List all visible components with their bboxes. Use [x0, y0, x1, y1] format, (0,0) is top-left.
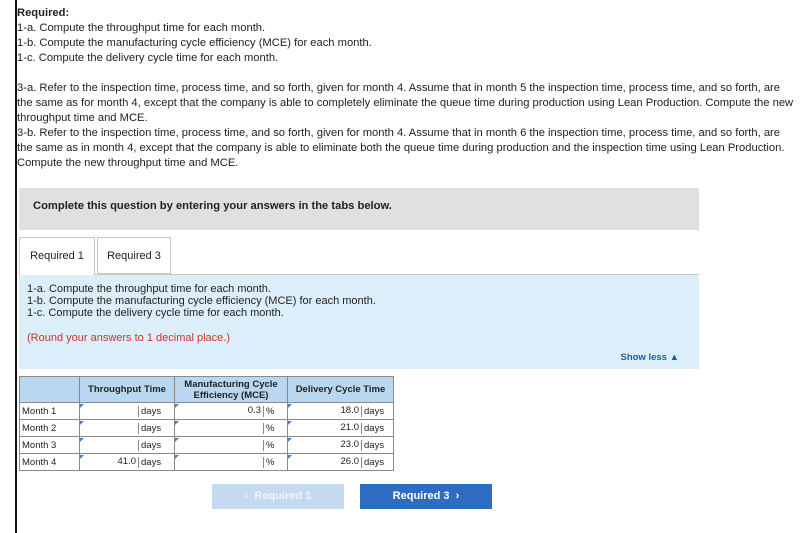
panel-instructions [27, 283, 376, 319]
throughput-unit: days [138, 440, 168, 451]
delivery-unit: days [361, 406, 387, 417]
mce-cell [175, 437, 288, 454]
round-note: (Round your answers to 1 decimal place.) [27, 332, 230, 344]
delivery-cell [288, 420, 394, 437]
throughput-cell [80, 454, 175, 471]
throughput-unit: days [138, 457, 168, 468]
header-mce: Manufacturing Cycle Efficiency (MCE) [175, 377, 288, 403]
delivery-unit: days [361, 457, 387, 468]
panel-line-1c: 1-c. Compute the delivery cycle time for each month. [27, 307, 284, 319]
mce-input[interactable]: 0.3 [175, 404, 263, 418]
chevron-right-icon: › [455, 490, 460, 502]
header-delivery: Delivery Cycle Time [288, 377, 394, 403]
delivery-cell [288, 437, 394, 454]
mce-cell [175, 454, 288, 471]
throughput-cell [80, 437, 175, 454]
mce-unit: % [263, 440, 281, 451]
mce-input[interactable] [175, 455, 263, 469]
mce-cell [175, 403, 288, 420]
throughput-input[interactable]: 41.0 [80, 455, 138, 469]
table-row [20, 403, 394, 420]
instruction-banner [19, 188, 699, 230]
mce-input[interactable] [175, 421, 263, 435]
throughput-unit: days [138, 423, 168, 434]
row-label: Month 2 [20, 420, 80, 437]
required-item-1b: 1-b. Compute the manufacturing cycle efficiency (MCE) for each month. [17, 37, 372, 49]
next-button-label: Required 3 [392, 490, 450, 502]
delivery-cell [288, 454, 394, 471]
mce-input[interactable] [175, 438, 263, 452]
tab-required-1[interactable]: Required 1 [19, 237, 95, 275]
panel-line-1a: 1-a. Compute the throughput time for each month. [27, 283, 271, 295]
answer-table [19, 376, 394, 471]
required-instructions [17, 6, 797, 171]
required-item-1c: 1-c. Compute the delivery cycle time for each month. [17, 52, 279, 64]
row-label: Month 3 [20, 437, 80, 454]
table-row [20, 420, 394, 437]
header-blank [20, 377, 80, 403]
prev-required-button[interactable] [212, 484, 344, 509]
panel-line-1b: 1-b. Compute the manufacturing cycle efficiency (MCE) for each month. [27, 295, 376, 307]
delivery-input[interactable]: 21.0 [288, 421, 361, 435]
required-item-3a: 3-a. Refer to the inspection time, process time, and so forth, given for month 4. Assume that in month 5 the inspection time, process time, and so forth, are the same as for month 4, except that the company is able to completely eliminate the queue time during production using Lean Production. Compute the new throughput time and MCE. [17, 82, 794, 124]
mce-unit: % [263, 457, 281, 468]
delivery-cell [288, 403, 394, 420]
mce-cell [175, 420, 288, 437]
delivery-input[interactable]: 18.0 [288, 404, 361, 418]
throughput-input[interactable] [80, 438, 138, 452]
row-label: Month 4 [20, 454, 80, 471]
tab-required-3[interactable]: Required 3 [97, 237, 171, 274]
mce-unit: % [263, 423, 281, 434]
next-required-button[interactable] [360, 484, 492, 509]
chevron-left-icon: ‹ [244, 490, 249, 502]
required-item-1a: 1-a. Compute the throughput time for each month. [17, 22, 266, 34]
banner-text: Complete this question by entering your answers in the tabs below. [33, 200, 392, 212]
throughput-unit: days [138, 406, 168, 417]
show-less-link[interactable]: Show less ▲ [620, 352, 679, 363]
mce-unit: % [263, 406, 281, 417]
delivery-unit: days [361, 423, 387, 434]
required-item-3b: 3-b. Refer to the inspection time, process time, and so forth, given for month 4. Assume that in month 6 the inspection time, process time, and so forth, are the same as in month 4, except that the company is able to eliminate both the queue time during production and the inspection time using Lean Production. Compute the new throughput time and MCE. [17, 127, 785, 169]
table-header-row [20, 377, 394, 403]
question-panel [19, 275, 699, 369]
throughput-input[interactable] [80, 421, 138, 435]
delivery-input[interactable]: 26.0 [288, 455, 361, 469]
header-throughput: Throughput Time [80, 377, 175, 403]
required-title: Required: [17, 7, 70, 19]
throughput-cell [80, 403, 175, 420]
row-label: Month 1 [20, 403, 80, 420]
delivery-input[interactable]: 23.0 [288, 438, 361, 452]
throughput-input[interactable] [80, 404, 138, 418]
table-row [20, 437, 394, 454]
delivery-unit: days [361, 440, 387, 451]
throughput-cell [80, 420, 175, 437]
prev-button-label: Required 1 [254, 490, 312, 502]
table-row [20, 454, 394, 471]
